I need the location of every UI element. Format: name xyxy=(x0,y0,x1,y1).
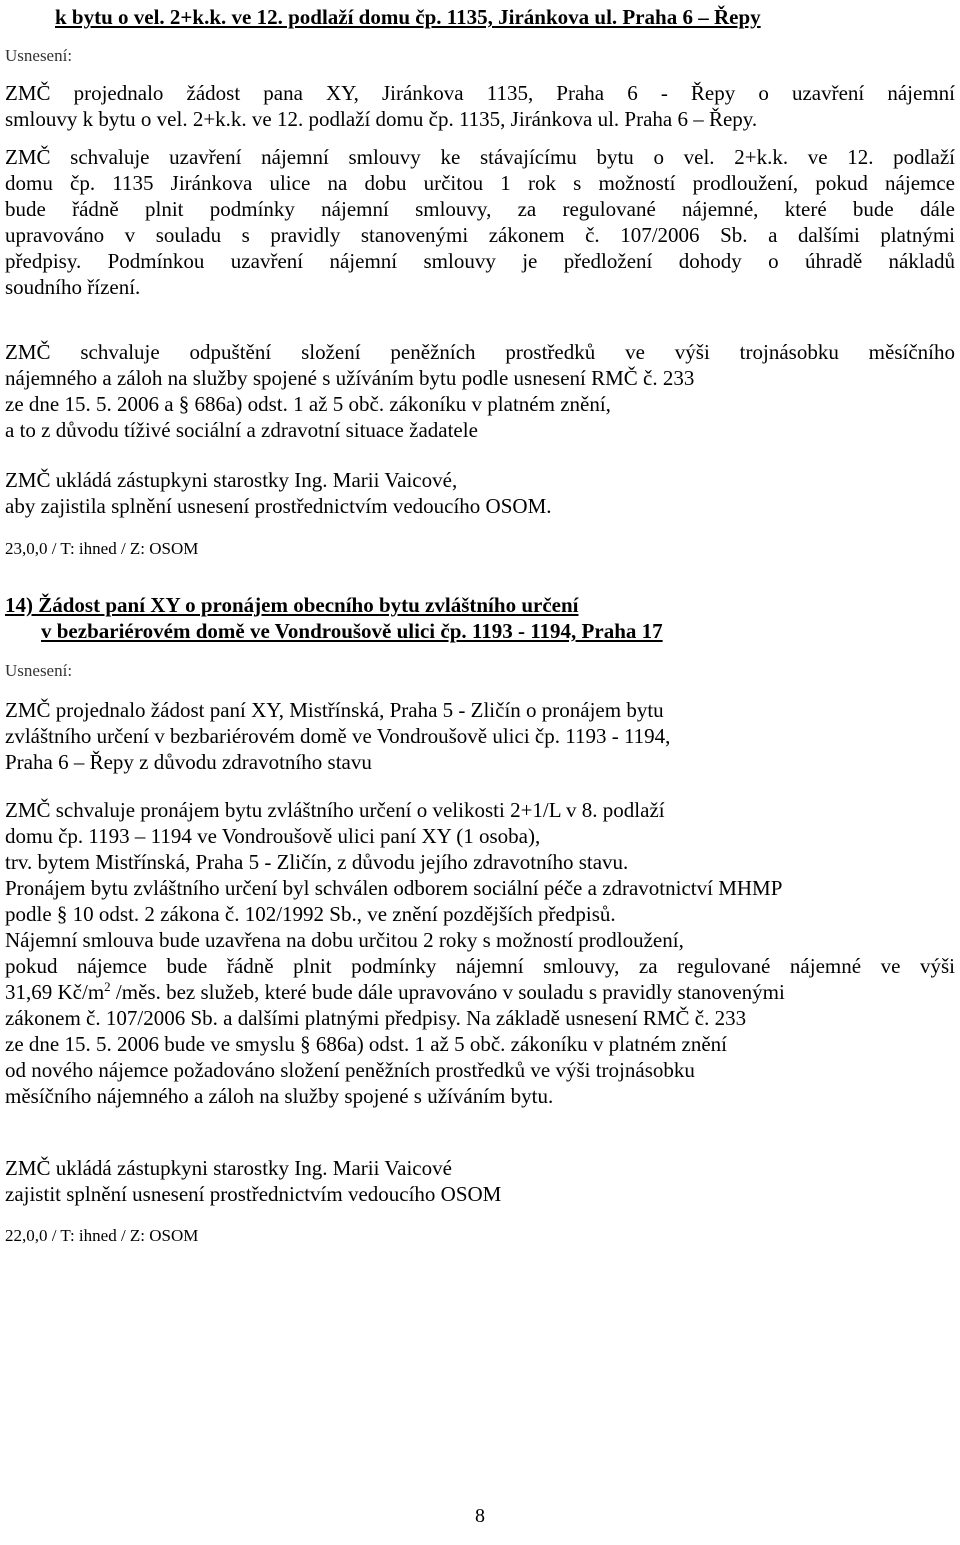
s13-paragraph-4 xyxy=(5,467,955,519)
s13-vote xyxy=(5,538,955,560)
text-line: od nového nájemce požadováno složení peněžních prostředků ve výši trojnásobku xyxy=(5,1058,695,1082)
vote-result: 23,0,0 / T: ihned / Z: OSOM xyxy=(5,539,199,558)
text-line: trv. bytem Mistřínská, Praha 5 - Zličín, z důvodu jejího zdravotního stavu. xyxy=(5,850,629,874)
s13-paragraph-2 xyxy=(5,144,955,300)
s14-vote xyxy=(5,1225,955,1247)
text-line: podle § 10 odst. 2 zákona č. 102/1992 Sb., ve znění pozdějších předpisů. xyxy=(5,902,616,926)
text-line: ZMČ schvaluje pronájem bytu zvláštního určení o velikosti 2+1/L v 8. podlaží xyxy=(5,798,665,822)
text-line: ZMČ ukládá zástupkyni starostky Ing. Marii Vaicové, xyxy=(5,468,458,492)
section-14 xyxy=(5,659,955,683)
vote-result: 22,0,0 / T: ihned / Z: OSOM xyxy=(5,1226,199,1245)
section-heading-line: v bezbariérovém domě ve Vondroušově ulici čp. 1193 - 1194, Praha 17 xyxy=(41,619,663,643)
text-line: a to z důvodu tíživé sociální a zdravotní situace žadatele xyxy=(5,418,478,442)
text-line: ZMČ ukládá zástupkyni starostky Ing. Marii Vaicové xyxy=(5,1156,452,1180)
text-line: ze dne 15. 5. 2006 bude ve smyslu § 686a) odst. 1 až 5 obč. zákoníku v platném znění xyxy=(5,1032,727,1056)
s14-paragraph-1 xyxy=(5,697,955,775)
text-line: smlouvy k bytu o vel. 2+k.k. ve 12. podlaží domu čp. 1135, Jiránkova ul. Praha 6 – Řepy. xyxy=(5,107,758,131)
text-line: ZMČ schvaluje uzavření nájemní smlouvy ke stávajícímu bytu o vel. 2+k.k. ve 12. podlaží xyxy=(5,145,955,169)
text-line: měsíčního nájemného a záloh na služby spojené s užíváním bytu. xyxy=(5,1084,554,1108)
resolution-label: Usnesení: xyxy=(5,46,73,65)
text-line: domu čp. 1193 – 1194 ve Vondroušově ulici paní XY (1 osoba), xyxy=(5,824,541,848)
rent-amount: 31,69 Kč/m xyxy=(5,980,105,1004)
text-line: ZMČ projednalo žádost paní XY, Mistřínská, Praha 5 - Zličín o pronájem bytu xyxy=(5,698,664,722)
text-line: ZMČ projednalo žádost pana XY, Jiránkova 1135, Praha 6 - Řepy o uzavření nájemní xyxy=(5,81,955,105)
page-number: 8 xyxy=(475,1505,485,1527)
text-line: nájemného a záloh na služby spojené s užíváním bytu podle usnesení RMČ č. 233 xyxy=(5,366,695,390)
text-fragment: /měs. bez služeb, které bude dále upravováno v souladu s pravidly stanovenými xyxy=(110,980,785,1004)
text-line: Praha 6 – Řepy z důvodu zdravotního stavu xyxy=(5,750,372,774)
continued-heading: k bytu o vel. 2+k.k. ve 12. podlaží domu čp. 1135, Jiránkova ul. Praha 6 – Řepy xyxy=(55,5,761,29)
text-line: aby zajistila splnění usnesení prostřednictvím vedoucího OSOM. xyxy=(5,494,552,518)
section-14-heading xyxy=(5,592,955,644)
text-line-with-superscript xyxy=(5,979,955,1005)
text-line: zákonem č. 107/2006 Sb. a dalšími platnými předpisy. Na základě usnesení RMČ č. 233 xyxy=(5,1006,747,1030)
s14-paragraph-2 xyxy=(5,797,955,1109)
text-line: Nájemní smlouva bude uzavřena na dobu určitou 2 roky s možností prodloužení, xyxy=(5,928,684,952)
section-13 xyxy=(5,44,955,68)
s13-paragraph-3 xyxy=(5,339,955,443)
text-line: soudního řízení. xyxy=(5,275,141,299)
text-line: pokud nájemce bude řádně plnit podmínky nájemní smlouvy, za regulované nájemné ve výši xyxy=(5,954,955,978)
text-line: zvláštního určení v bezbariérovém domě ve Vondroušově ulici čp. 1193 - 1194, xyxy=(5,724,671,748)
text-line: ze dne 15. 5. 2006 a § 686a) odst. 1 až 5 obč. zákoníku v platném znění, xyxy=(5,392,611,416)
s13-paragraph-1 xyxy=(5,80,955,132)
text-line: předpisy. Podmínkou uzavření nájemní smlouvy je předložení dohody o úhradě nákladů xyxy=(5,249,955,273)
section-heading-line: 14) Žádost paní XY o pronájem obecního bytu zvláštního určení xyxy=(5,593,579,617)
superscript: 2 xyxy=(104,979,111,994)
text-line: bude řádně plnit podmínky nájemní smlouvy, za regulované nájemné, které bude dále xyxy=(5,197,955,221)
text-line: ZMČ schvaluje odpuštění složení peněžních prostředků ve výši trojnásobku měsíčního xyxy=(5,340,955,364)
text-line: upravováno v souladu s pravidly stanovenými zákonem č. 107/2006 Sb. a dalšími platnými xyxy=(5,223,955,247)
resolution-label: Usnesení: xyxy=(5,661,73,680)
s14-paragraph-3 xyxy=(5,1155,955,1207)
text-line: domu čp. 1135 Jiránkova ulice na dobu určitou 1 rok s možností prodloužení, pokud nájemce xyxy=(5,171,955,195)
text-line: Pronájem bytu zvláštního určení byl schválen odborem sociální péče a zdravotnictví MHMP xyxy=(5,876,783,900)
text-line: zajistit splnění usnesení prostřednictvím vedoucího OSOM xyxy=(5,1182,502,1206)
